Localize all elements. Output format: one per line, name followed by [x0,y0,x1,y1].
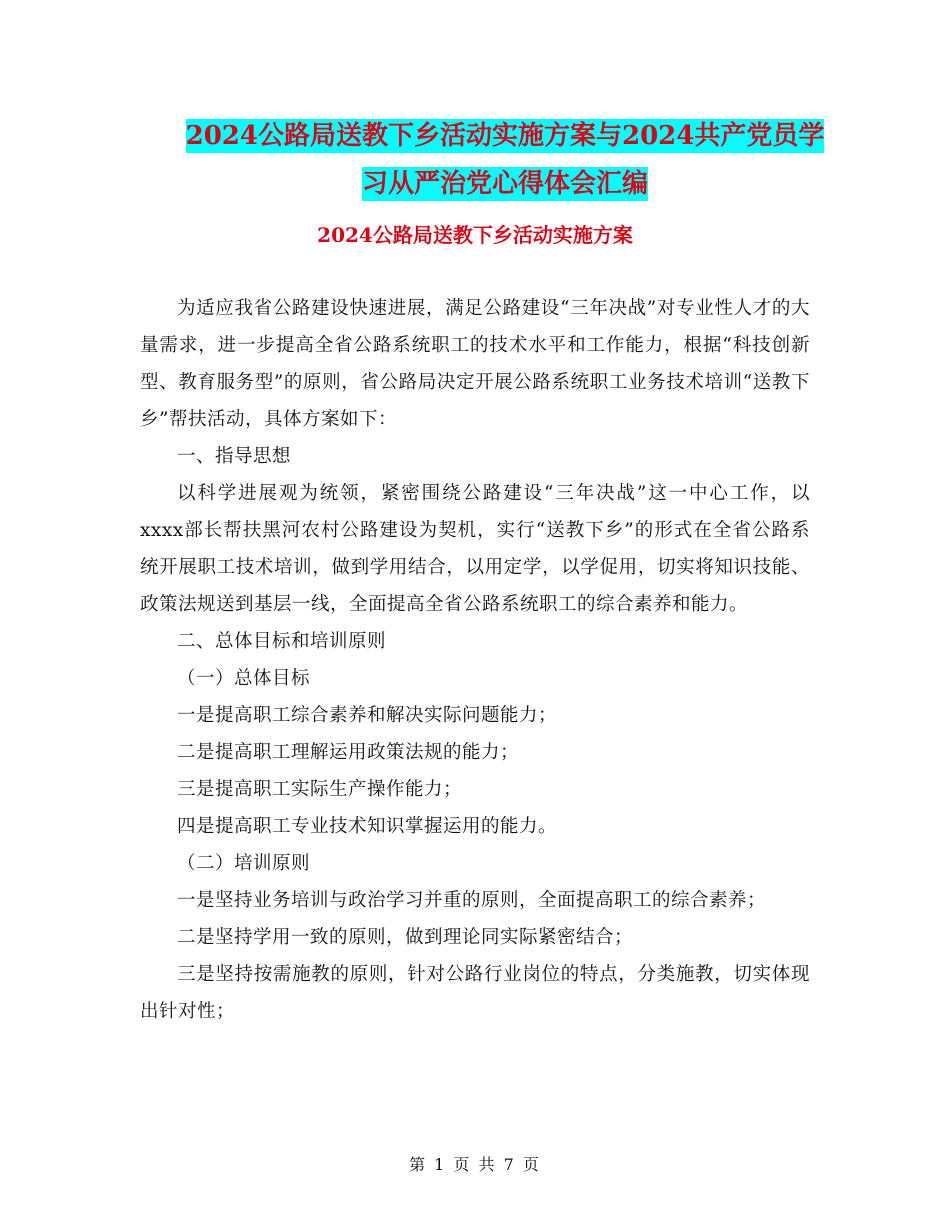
goal-item-3: 三是提高职工实际生产操作能力； [177,779,463,800]
goal-item-4: 四是提高职工专业技术知识掌握运用的能力。 [177,816,558,837]
principle-item-3: 三是坚持按需施教的原则，针对公路行业岗位的特点，分类施教，切实体现出针对性； [140,964,810,1022]
section-title: 2024公路局送教下乡活动实施方案 [317,223,633,247]
goal-item-1: 一是提高职工综合素养和解决实际问题能力； [177,705,558,726]
heading-goals-principles: 二、总体目标和培训原则 [177,631,387,652]
document-title-line-2: 习从严治党心得体会汇编 [361,169,648,199]
document-body [140,290,810,1030]
principle-item-1: 一是坚持业务培训与政治学习并重的原则，全面提高职工的综合素养； [177,890,767,911]
subheading-overall-goals: （一）总体目标 [177,668,311,689]
page-footer: 第 1 页 共 7 页 [409,1155,541,1174]
goal-item-2: 二是提高职工理解运用政策法规的能力； [177,742,520,763]
document-title [140,112,870,208]
document-title-line-1: 2024公路局送教下乡活动实施方案与2024共产党员学 [185,121,825,151]
principle-item-2: 二是坚持学用一致的原则，做到理论同实际紧密结合； [177,927,634,948]
heading-guiding-ideology: 一、指导思想 [177,446,292,467]
paragraph-guiding-ideology: 以科学进展观为统领，紧密围绕公路建设“三年决战”这一中心工作，以xxxx部长帮扶黑河农村公路建设为契机，实行“送教下乡”的形式在全省公路系统开展职工技术培训，做到学用结合，以用定学，以学促用，切实将知识技能、政策法规送到基层一线，全面提高全省公路系统职工的综合素养和能力。 [140,483,810,615]
subheading-training-principles: （二）培训原则 [177,853,311,874]
paragraph-intro: 为适应我省公路建设快速进展，满足公路建设“三年决战”对专业性人才的大量需求，进一步提高全省公路系统职工的技术水平和工作能力，根据“科技创新型、教育服务型”的原则，省公路局决定开展公路系统职工业务技术培训“送教下乡”帮扶活动，具体方案如下： [140,298,810,430]
